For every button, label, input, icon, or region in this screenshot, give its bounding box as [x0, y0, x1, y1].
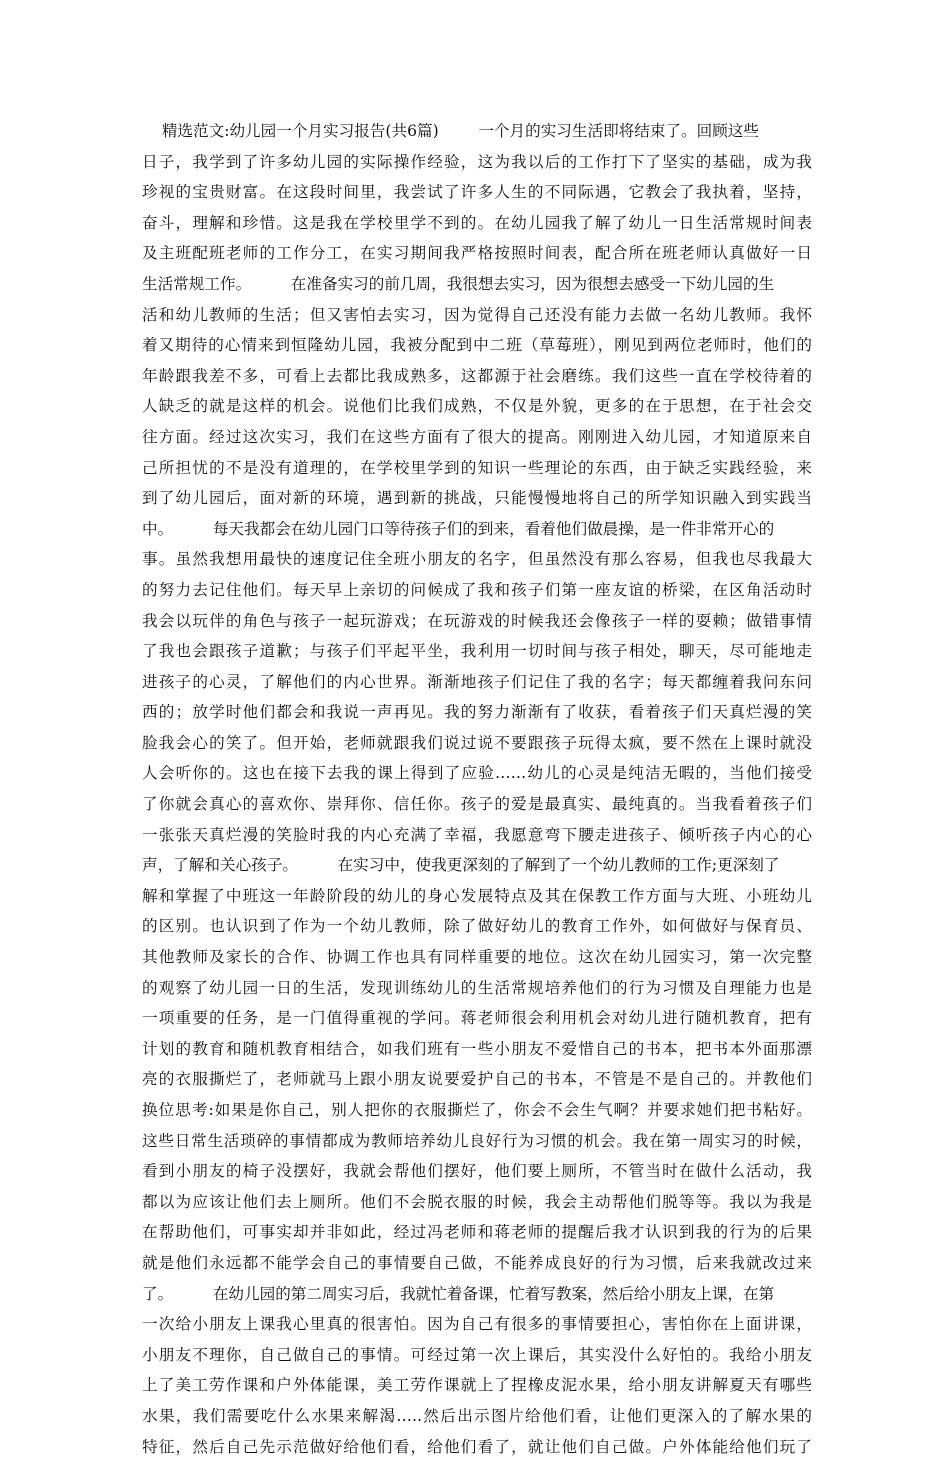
text-line: 一项重要的任务，是一门值得重视的学问。蒋老师很会利用机会对幼儿进行随机教育，把有	[142, 1009, 812, 1028]
text-line: 进孩子的心灵，了解他们的内心世界。渐渐地孩子们记住了我的名字；每天都缠着我问东问	[142, 672, 812, 691]
text-line: 了我也会跟孩子道歉；与孩子们平起平坐，我利用一切时间与孩子相处，聊天，尽可能地走	[142, 642, 812, 661]
text-line: 人缺乏的就是这样的机会。说他们比我们成熟，不仅是外貌，更多的在于思想，在于社会交	[142, 397, 812, 416]
text-line: 往方面。经过这次实习，我们在这些方面有了很大的提高。刚刚进入幼儿园，才知道原来自	[142, 427, 812, 446]
text-line: 都以为应该让他们去上厕所。他们不会脱衣服的时候，我会主动帮他们脱等等。我以为我是	[142, 1192, 812, 1211]
text-line: 我会以玩伴的角色与孩子一起玩游戏；在玩游戏的时候我还会像孩子一样的耍赖；做错事情	[142, 611, 812, 630]
body-text	[142, 116, 812, 1462]
text-line: 换位思考:如果是你自己，别人把你的衣服撕烂了，你会不会生气啊？并要求她们把书粘好。	[142, 1101, 812, 1119]
text-line: 其他教师及家长的合作、协调工作也具有同样重要的地位。这次在幼儿园实习，第一次完整	[142, 948, 812, 967]
text-line: 事。虽然我想用最快的速度记住全班小朋友的名字，但虽然没有那么容易，但我也尽我最大	[142, 550, 812, 569]
text-line: 看到小朋友的椅子没摆好，我就会帮他们摆好，他们要上厕所，不管当时在做什么活动，我	[142, 1162, 812, 1181]
text-line: 特征，然后自己先示范做好给他们看，给他们看了，就让他们自己做。户外体能给他们玩了	[142, 1437, 812, 1456]
text-line: 小朋友不理你，自己做自己的事情。可经过第一次上课后，其实没什么好怕的。我给小朋友	[142, 1345, 812, 1364]
text-line: 解和掌握了中班这一年龄阶段的幼儿的身心发展特点及其在保教工作方面与大班、小班幼儿	[142, 886, 812, 905]
text-line: 水果，我们需要吃什么水果来解渴…..然后出示图片给他们看，让他们更深入的了解水果的	[142, 1406, 812, 1425]
text-line: 上了美工劳作课和户外体能课，美工劳作课就上了捏橡皮泥水果，给小朋友讲解夏天有哪些	[142, 1376, 812, 1395]
text-line: 的努力去记住他们。每天早上亲切的问候成了我和孩子们第一座友谊的桥梁，在区角活动时	[142, 580, 812, 599]
text-line: 到了幼儿园后，面对新的环境，遇到新的挑战，只能慢慢地将自己的所学知识融入到实践当	[142, 489, 812, 508]
text-line: 在帮助他们，可事实却并非如此，经过冯老师和蒋老师的提醒后我才认识到我的行为的后果	[142, 1223, 812, 1242]
text-line: 着又期待的心情来到恒隆幼儿园，我被分配到中二班（草莓班），刚见到两位老师时，他们的	[142, 336, 812, 355]
text-line: 就是他们永远都不能学会自己的事情要自己做，不能养成良好的行为习惯，后来我就改过来	[142, 1253, 812, 1272]
text-line: 的观察了幼儿园一日的生活，发现训练幼儿的生活常规培养他们的行为习惯及自理能力也是	[142, 978, 812, 997]
text-line: 生活常规工作。 在准备实习的前几周，我很想去实习，因为很想去感受一下幼儿园的生	[142, 274, 775, 293]
text-line: 亮的衣服撕烂了，老师就马上跟小朋友说要爱护自己的书本，不管是不是自己的。并教他们	[142, 1070, 812, 1089]
text-line: 年龄跟我差不多，可看上去都比我成熟多，这都源于社会磨练。我们这些一直在学校待着的	[142, 366, 812, 385]
text-line: 人会听你的。这也在接下去我的课上得到了应验……幼儿的心灵是纯洁无暇的，当他们接受	[142, 764, 812, 783]
text-line-title: 精选范文:幼儿园一个月实习报告(共6篇) 一个月的实习生活即将结束了。回顾这些	[142, 122, 760, 140]
text-line: 一次给小朋友上课我心里真的很害怕。因为自己有很多的事情要担心，害怕你在上面讲课，	[142, 1315, 812, 1334]
text-line: 奋斗，理解和珍惜。这是我在学校里学不到的。在幼儿园我了解了幼儿一日生活常规时间表	[142, 213, 812, 232]
text-line: 珍视的宝贵财富。在这段时间里，我尝试了许多人生的不同际遇，它教会了我执着，坚持，	[142, 183, 812, 202]
text-line: 了你就会真心的喜欢你、崇拜你、信任你。孩子的爱是最真实、最纯真的。当我看着孩子们	[142, 795, 812, 814]
text-line: 及主班配班老师的工作分工，在实习期间我严格按照时间表，配合所在班老师认真做好一日	[142, 244, 812, 263]
text-line: 西的；放学时他们都会和我说一声再见。我的努力渐渐有了收获，看着孩子们天真烂漫的笑	[142, 703, 812, 722]
text-line: 日子，我学到了许多幼儿园的实际操作经验，这为我以后的工作打下了坚实的基础，成为我	[142, 152, 812, 171]
text-line: 声，了解和关心孩子。 在实习中，使我更深刻的了解到了一个幼儿教师的工作;更深刻了	[142, 856, 780, 875]
text-line: 己所担忧的不是没有道理的，在学校里学到的知识一些理论的东西，由于缺乏实践经验，来	[142, 458, 812, 477]
text-line: 脸我会心的笑了。但开始，老师就跟我们说过说不要跟孩子玩得太疯，要不然在上课时就没	[142, 733, 812, 752]
text-line: 活和幼儿教师的生活；但又害怕去实习，因为觉得自己还没有能力去做一名幼儿教师。我怀	[142, 305, 812, 324]
text-line: 的区别。也认识到了作为一个幼儿教师，除了做好幼儿的教育工作外，如何做好与保育员、	[142, 917, 812, 936]
text-line: 计划的教育和随机教育相结合，如我们班有一些小朋友不爱惜自己的书本，把书本外面那漂	[142, 1039, 812, 1058]
text-line: 一张张天真烂漫的笑脸时我的内心充满了幸福，我愿意弯下腰走进孩子、倾听孩子内心的心	[142, 825, 812, 844]
text-line: 了。 在幼儿园的第二周实习后，我就忙着备课，忙着写教案，然后给小朋友上课，在第	[142, 1284, 775, 1303]
text-line: 中。 每天我都会在幼儿园门口等待孩子们的到来，看着他们做晨操，是一件非常开心的	[142, 519, 775, 538]
text-line: 这些日常生活琐碎的事情都成为教师培养幼儿良好行为习惯的机会。我在第一周实习的时候，	[142, 1131, 812, 1150]
